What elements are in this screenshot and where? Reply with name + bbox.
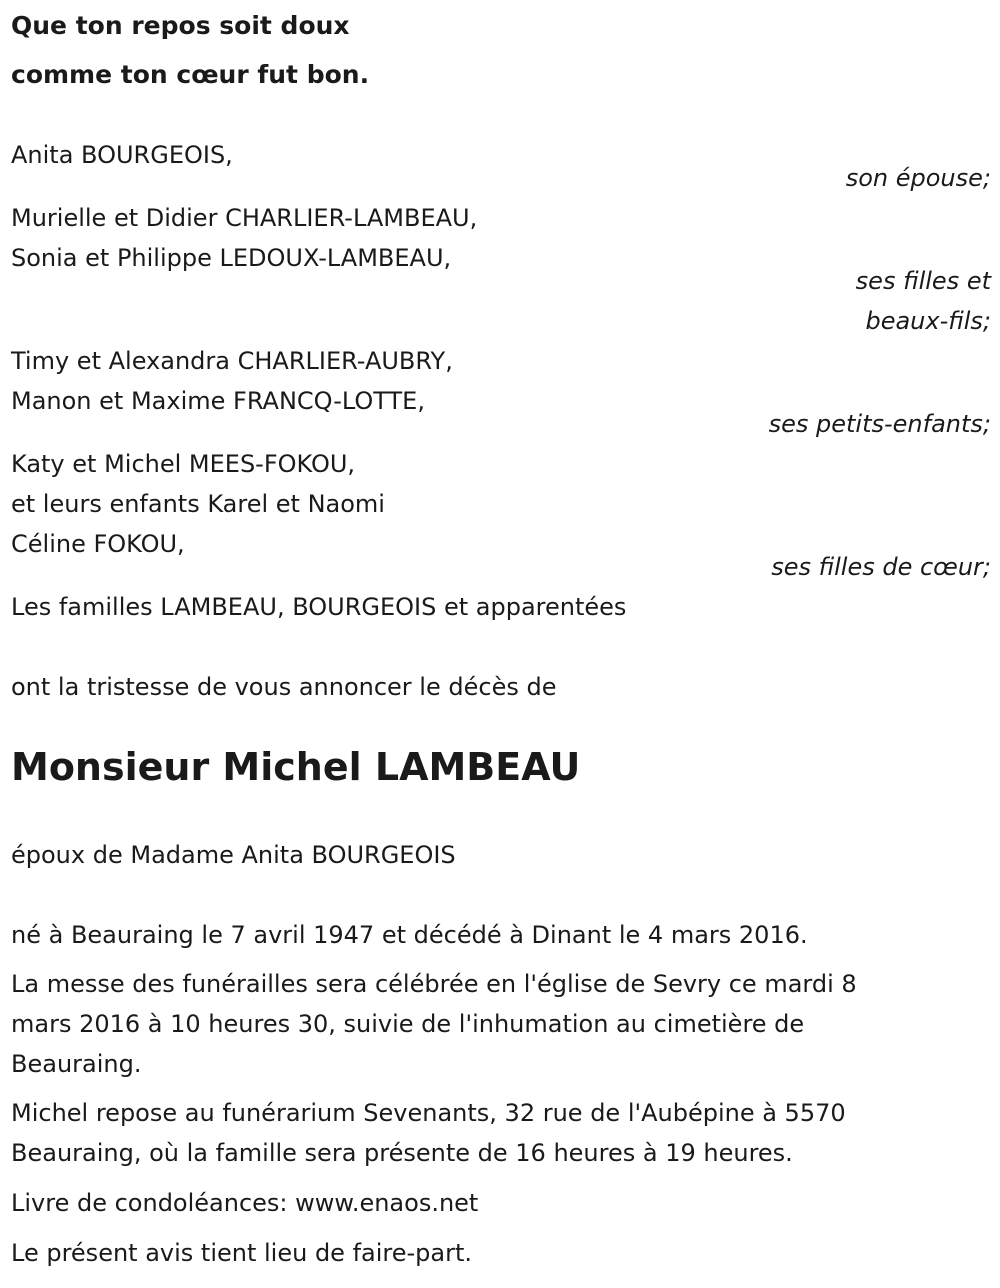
daughter-name: Sonia et Philippe LEDOUX-LAMBEAU, xyxy=(11,244,452,272)
funerarium-line: Michel repose au funérarium Sevenants, 32 rue de l'Aubépine à 5570 xyxy=(11,1099,846,1127)
daughters-role-line-2: beaux-fils; xyxy=(865,307,991,335)
announcement: ont la tristesse de vous annoncer le décès de xyxy=(11,673,557,701)
notice: Le présent avis tient lieu de faire-part. xyxy=(11,1239,473,1267)
daughters-role-line-1: ses filles et xyxy=(855,267,991,295)
daughter-name: Murielle et Didier CHARLIER-LAMBEAU, xyxy=(11,204,478,232)
condolences: Livre de condoléances: www.enaos.net xyxy=(11,1189,479,1217)
epitaph-line-2: comme ton cœur fut bon. xyxy=(11,60,370,89)
funerarium-line: Beauraing, où la famille sera présente de 16 heures à 19 heures. xyxy=(11,1139,793,1167)
heart-daughter-name: et leurs enfants Karel et Naomi xyxy=(11,490,385,518)
birth-death: né à Beauraing le 7 avril 1947 et décédé à Dinant le 4 mars 2016. xyxy=(11,921,808,949)
heart-daughters-role: ses filles de cœur; xyxy=(771,553,991,581)
heart-daughter-name: Céline FOKOU, xyxy=(11,530,185,558)
epitaph-line-1: Que ton repos soit doux xyxy=(11,11,350,40)
spouse-name: Anita BOURGEOIS, xyxy=(11,141,233,169)
heart-daughter-name: Katy et Michel MEES-FOKOU, xyxy=(11,450,356,478)
grandchildren-role: ses petits-enfants; xyxy=(768,410,991,438)
spouse-role: son épouse; xyxy=(845,164,991,192)
spouse-of: époux de Madame Anita BOURGEOIS xyxy=(11,841,456,869)
deceased-name: Monsieur Michel LAMBEAU xyxy=(11,745,581,789)
funeral-line: mars 2016 à 10 heures 30, suivie de l'inhumation au cimetière de xyxy=(11,1010,805,1038)
grandchild-name: Manon et Maxime FRANCQ-LOTTE, xyxy=(11,387,425,415)
funeral-line: La messe des funérailles sera célébrée en l'église de Sevry ce mardi 8 xyxy=(11,970,857,998)
grandchild-name: Timy et Alexandra CHARLIER-AUBRY, xyxy=(11,347,453,375)
funeral-line: Beauraing. xyxy=(11,1050,142,1078)
families-line: Les familles LAMBEAU, BOURGEOIS et apparentées xyxy=(11,593,627,621)
